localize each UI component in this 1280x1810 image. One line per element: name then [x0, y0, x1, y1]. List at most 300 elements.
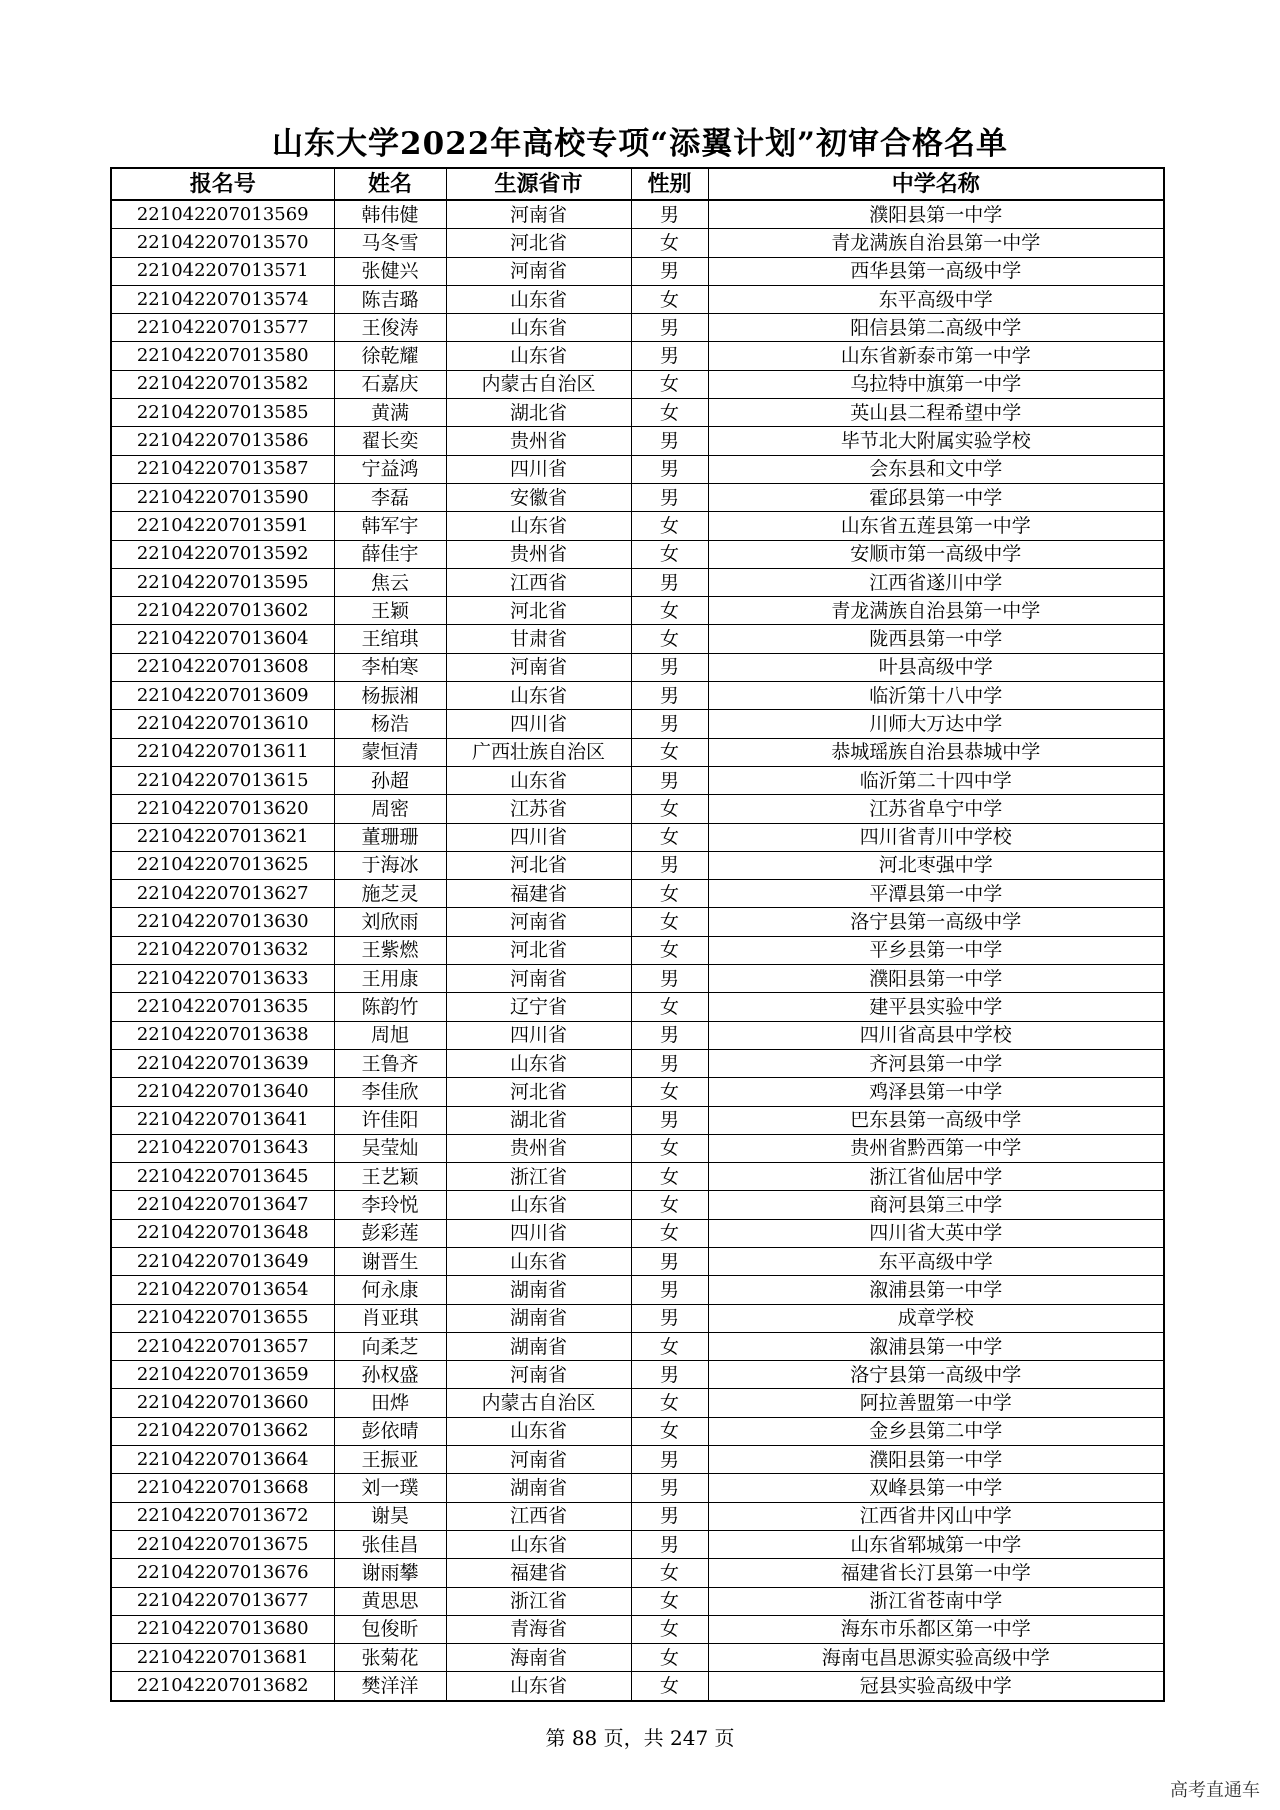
table-row: [111, 1163, 1164, 1191]
cell-gender: 女: [631, 795, 708, 823]
cell-gender: 男: [631, 342, 708, 370]
table-row: [111, 965, 1164, 993]
cell-school: 阳信县第二高级中学: [708, 314, 1164, 342]
cell-name: 谢昊: [334, 1502, 446, 1530]
table-row: [111, 795, 1164, 823]
cell-gender: 女: [631, 738, 708, 766]
cell-province: 河北省: [446, 936, 631, 964]
table-row: [111, 370, 1164, 398]
cell-name: 王用康: [334, 965, 446, 993]
cell-gender: 女: [631, 993, 708, 1021]
cell-province: 四川省: [446, 823, 631, 851]
watermark: 高考直通车: [1170, 1780, 1260, 1801]
cell-province: 四川省: [446, 710, 631, 738]
cell-school: 溆浦县第一中学: [708, 1276, 1164, 1304]
cell-reg-no: 221042207013592: [111, 540, 334, 568]
cell-gender: 男: [631, 1361, 708, 1389]
column-header-reg-no: 报名号: [111, 168, 334, 200]
cell-gender: 男: [631, 1474, 708, 1502]
cell-name: 谢晋生: [334, 1247, 446, 1275]
table-row: [111, 1332, 1164, 1360]
table-row: [111, 427, 1164, 455]
cell-school: 西华县第一高级中学: [708, 257, 1164, 285]
column-header-province: 生源省市: [446, 168, 631, 200]
table-header-row: [111, 168, 1164, 200]
cell-province: 河南省: [446, 965, 631, 993]
table-row: [111, 1587, 1164, 1615]
cell-province: 山东省: [446, 314, 631, 342]
cell-name: 王绾琪: [334, 625, 446, 653]
cell-province: 湖北省: [446, 399, 631, 427]
cell-province: 四川省: [446, 1021, 631, 1049]
cell-reg-no: 221042207013621: [111, 823, 334, 851]
cell-province: 山东省: [446, 766, 631, 794]
cell-gender: 女: [631, 1134, 708, 1162]
cell-gender: 男: [631, 1276, 708, 1304]
cell-name: 王鲁齐: [334, 1049, 446, 1077]
cell-gender: 男: [631, 710, 708, 738]
table-row: [111, 1219, 1164, 1247]
cell-province: 河北省: [446, 1078, 631, 1106]
table-row: [111, 851, 1164, 879]
cell-name: 周密: [334, 795, 446, 823]
table-row: [111, 1247, 1164, 1275]
cell-province: 江苏省: [446, 795, 631, 823]
cell-school: 临沂第十八中学: [708, 682, 1164, 710]
cell-reg-no: 221042207013630: [111, 908, 334, 936]
cell-province: 江西省: [446, 568, 631, 596]
cell-school: 青龙满族自治县第一中学: [708, 229, 1164, 257]
cell-school: 山东省新泰市第一中学: [708, 342, 1164, 370]
cell-school: 四川省高县中学校: [708, 1021, 1164, 1049]
cell-province: 安徽省: [446, 483, 631, 511]
cell-name: 李玲悦: [334, 1191, 446, 1219]
cell-reg-no: 221042207013677: [111, 1587, 334, 1615]
table-row: [111, 512, 1164, 540]
cell-gender: 女: [631, 597, 708, 625]
cell-reg-no: 221042207013660: [111, 1389, 334, 1417]
cell-province: 湖南省: [446, 1332, 631, 1360]
cell-province: 湖北省: [446, 1106, 631, 1134]
cell-province: 河南省: [446, 908, 631, 936]
cell-reg-no: 221042207013662: [111, 1417, 334, 1445]
cell-school: 山东省郓城第一中学: [708, 1530, 1164, 1558]
cell-reg-no: 221042207013585: [111, 399, 334, 427]
cell-reg-no: 221042207013610: [111, 710, 334, 738]
table-row: [111, 1049, 1164, 1077]
cell-gender: 女: [631, 1332, 708, 1360]
cell-name: 何永康: [334, 1276, 446, 1304]
cell-name: 王紫燃: [334, 936, 446, 964]
cell-province: 河南省: [446, 1446, 631, 1474]
cell-reg-no: 221042207013574: [111, 285, 334, 313]
cell-gender: 男: [631, 568, 708, 596]
table-row: [111, 229, 1164, 257]
cell-reg-no: 221042207013682: [111, 1672, 334, 1701]
cell-name: 周旭: [334, 1021, 446, 1049]
cell-reg-no: 221042207013639: [111, 1049, 334, 1077]
cell-reg-no: 221042207013657: [111, 1332, 334, 1360]
cell-gender: 男: [631, 682, 708, 710]
cell-school: 海南屯昌思源实验高级中学: [708, 1644, 1164, 1672]
cell-name: 韩军宇: [334, 512, 446, 540]
cell-reg-no: 221042207013590: [111, 483, 334, 511]
cell-reg-no: 221042207013647: [111, 1191, 334, 1219]
cell-name: 樊洋洋: [334, 1672, 446, 1701]
cell-reg-no: 221042207013625: [111, 851, 334, 879]
cell-name: 杨振湘: [334, 682, 446, 710]
cell-gender: 女: [631, 229, 708, 257]
cell-gender: 女: [631, 1219, 708, 1247]
cell-province: 山东省: [446, 1049, 631, 1077]
cell-province: 海南省: [446, 1644, 631, 1672]
cell-province: 湖南省: [446, 1474, 631, 1502]
cell-school: 金乡县第二中学: [708, 1417, 1164, 1445]
cell-school: 濮阳县第一中学: [708, 1446, 1164, 1474]
cell-school: 洛宁县第一高级中学: [708, 908, 1164, 936]
cell-school: 齐河县第一中学: [708, 1049, 1164, 1077]
cell-school: 东平高级中学: [708, 285, 1164, 313]
cell-school: 川师大万达中学: [708, 710, 1164, 738]
table-row: [111, 455, 1164, 483]
cell-school: 青龙满族自治县第一中学: [708, 597, 1164, 625]
cell-gender: 男: [631, 1247, 708, 1275]
cell-name: 向柔芝: [334, 1332, 446, 1360]
cell-reg-no: 221042207013586: [111, 427, 334, 455]
table-row: [111, 1474, 1164, 1502]
column-header-name: 姓名: [334, 168, 446, 200]
cell-gender: 女: [631, 285, 708, 313]
cell-province: 辽宁省: [446, 993, 631, 1021]
table-row: [111, 766, 1164, 794]
cell-name: 董珊珊: [334, 823, 446, 851]
cell-school: 成章学校: [708, 1304, 1164, 1332]
cell-name: 王俊涛: [334, 314, 446, 342]
table-row: [111, 285, 1164, 313]
cell-reg-no: 221042207013595: [111, 568, 334, 596]
table-row: [111, 993, 1164, 1021]
table-row: [111, 314, 1164, 342]
cell-name: 肖亚琪: [334, 1304, 446, 1332]
cell-province: 山东省: [446, 285, 631, 313]
cell-school: 恭城瑶族自治县恭城中学: [708, 738, 1164, 766]
table-row: [111, 1078, 1164, 1106]
page-title: 山东大学2022年高校专项“添翼计划”初审合格名单: [272, 126, 1008, 162]
table-row: [111, 1021, 1164, 1049]
table-row: [111, 1644, 1164, 1672]
cell-reg-no: 221042207013680: [111, 1615, 334, 1643]
cell-school: 濮阳县第一中学: [708, 965, 1164, 993]
cell-name: 石嘉庆: [334, 370, 446, 398]
cell-name: 包俊昕: [334, 1615, 446, 1643]
cell-school: 商河县第三中学: [708, 1191, 1164, 1219]
cell-gender: 男: [631, 1106, 708, 1134]
table-row: [111, 1530, 1164, 1558]
cell-school: 平潭县第一中学: [708, 880, 1164, 908]
cell-reg-no: 221042207013571: [111, 257, 334, 285]
table-row: [111, 399, 1164, 427]
cell-province: 内蒙古自治区: [446, 1389, 631, 1417]
cell-gender: 男: [631, 851, 708, 879]
cell-school: 浙江省苍南中学: [708, 1587, 1164, 1615]
cell-reg-no: 221042207013643: [111, 1134, 334, 1162]
cell-school: 江西省遂川中学: [708, 568, 1164, 596]
cell-school: 临沂第二十四中学: [708, 766, 1164, 794]
cell-gender: 男: [631, 257, 708, 285]
cell-school: 平乡县第一中学: [708, 936, 1164, 964]
cell-province: 山东省: [446, 1672, 631, 1701]
cell-name: 杨浩: [334, 710, 446, 738]
cell-province: 福建省: [446, 1559, 631, 1587]
cell-school: 东平高级中学: [708, 1247, 1164, 1275]
cell-school: 福建省长汀县第一中学: [708, 1559, 1164, 1587]
cell-name: 刘一璞: [334, 1474, 446, 1502]
cell-gender: 女: [631, 880, 708, 908]
cell-gender: 男: [631, 965, 708, 993]
cell-school: 四川省大英中学: [708, 1219, 1164, 1247]
cell-province: 山东省: [446, 1191, 631, 1219]
cell-gender: 男: [631, 314, 708, 342]
cell-name: 焦云: [334, 568, 446, 596]
cell-school: 毕节北大附属实验学校: [708, 427, 1164, 455]
cell-name: 王艺颖: [334, 1163, 446, 1191]
roster-body: [111, 200, 1164, 1701]
cell-gender: 男: [631, 455, 708, 483]
cell-school: 鸡泽县第一中学: [708, 1078, 1164, 1106]
cell-reg-no: 221042207013577: [111, 314, 334, 342]
cell-gender: 女: [631, 1587, 708, 1615]
cell-school: 陇西县第一中学: [708, 625, 1164, 653]
table-row: [111, 880, 1164, 908]
cell-reg-no: 221042207013640: [111, 1078, 334, 1106]
cell-school: 贵州省黔西第一中学: [708, 1134, 1164, 1162]
table-row: [111, 342, 1164, 370]
cell-province: 河北省: [446, 851, 631, 879]
table-row: [111, 653, 1164, 681]
cell-gender: 女: [631, 908, 708, 936]
cell-province: 河南省: [446, 257, 631, 285]
cell-province: 湖南省: [446, 1304, 631, 1332]
cell-school: 叶县高级中学: [708, 653, 1164, 681]
cell-reg-no: 221042207013632: [111, 936, 334, 964]
cell-reg-no: 221042207013664: [111, 1446, 334, 1474]
table-row: [111, 1559, 1164, 1587]
cell-name: 李佳欣: [334, 1078, 446, 1106]
table-row: [111, 1191, 1164, 1219]
cell-reg-no: 221042207013645: [111, 1163, 334, 1191]
cell-school: 英山县二程希望中学: [708, 399, 1164, 427]
cell-gender: 女: [631, 1389, 708, 1417]
cell-reg-no: 221042207013676: [111, 1559, 334, 1587]
cell-province: 浙江省: [446, 1587, 631, 1615]
cell-school: 四川省青川中学校: [708, 823, 1164, 851]
cell-province: 河北省: [446, 229, 631, 257]
cell-province: 山东省: [446, 1247, 631, 1275]
cell-gender: 女: [631, 1644, 708, 1672]
cell-gender: 女: [631, 1672, 708, 1701]
cell-reg-no: 221042207013615: [111, 766, 334, 794]
cell-gender: 男: [631, 1446, 708, 1474]
cell-reg-no: 221042207013608: [111, 653, 334, 681]
cell-gender: 女: [631, 1078, 708, 1106]
table-row: [111, 540, 1164, 568]
cell-reg-no: 221042207013635: [111, 993, 334, 1021]
cell-province: 河南省: [446, 200, 631, 229]
cell-name: 刘欣雨: [334, 908, 446, 936]
cell-province: 广西壮族自治区: [446, 738, 631, 766]
cell-reg-no: 221042207013655: [111, 1304, 334, 1332]
cell-province: 河北省: [446, 597, 631, 625]
cell-name: 蒙恒清: [334, 738, 446, 766]
cell-province: 贵州省: [446, 427, 631, 455]
cell-name: 李柏寒: [334, 653, 446, 681]
table-row: [111, 1106, 1164, 1134]
cell-name: 韩伟健: [334, 200, 446, 229]
cell-name: 陈韵竹: [334, 993, 446, 1021]
cell-name: 宁益鸿: [334, 455, 446, 483]
cell-province: 贵州省: [446, 540, 631, 568]
cell-gender: 男: [631, 1049, 708, 1077]
cell-gender: 女: [631, 370, 708, 398]
cell-school: 安顺市第一高级中学: [708, 540, 1164, 568]
table-row: [111, 568, 1164, 596]
cell-name: 吴莹灿: [334, 1134, 446, 1162]
cell-name: 许佳阳: [334, 1106, 446, 1134]
cell-name: 于海冰: [334, 851, 446, 879]
cell-name: 彭彩莲: [334, 1219, 446, 1247]
cell-reg-no: 221042207013580: [111, 342, 334, 370]
cell-school: 阿拉善盟第一中学: [708, 1389, 1164, 1417]
cell-reg-no: 221042207013672: [111, 1502, 334, 1530]
cell-province: 山东省: [446, 1530, 631, 1558]
cell-province: 河南省: [446, 1361, 631, 1389]
cell-province: 青海省: [446, 1615, 631, 1643]
cell-name: 王颖: [334, 597, 446, 625]
cell-reg-no: 221042207013591: [111, 512, 334, 540]
cell-reg-no: 221042207013675: [111, 1530, 334, 1558]
cell-gender: 女: [631, 1559, 708, 1587]
cell-school: 溆浦县第一中学: [708, 1332, 1164, 1360]
cell-gender: 女: [631, 540, 708, 568]
table-row: [111, 257, 1164, 285]
cell-reg-no: 221042207013604: [111, 625, 334, 653]
table-row: [111, 1304, 1164, 1332]
cell-province: 山东省: [446, 342, 631, 370]
cell-school: 山东省五莲县第一中学: [708, 512, 1164, 540]
cell-name: 谢雨攀: [334, 1559, 446, 1587]
cell-gender: 女: [631, 1191, 708, 1219]
cell-gender: 女: [631, 936, 708, 964]
cell-province: 河南省: [446, 653, 631, 681]
cell-name: 翟长奕: [334, 427, 446, 455]
table-row: [111, 1361, 1164, 1389]
cell-reg-no: 221042207013681: [111, 1644, 334, 1672]
cell-school: 霍邱县第一中学: [708, 483, 1164, 511]
cell-school: 河北枣强中学: [708, 851, 1164, 879]
table-row: [111, 1417, 1164, 1445]
cell-province: 四川省: [446, 1219, 631, 1247]
cell-reg-no: 221042207013620: [111, 795, 334, 823]
cell-school: 江苏省阜宁中学: [708, 795, 1164, 823]
cell-school: 海东市乐都区第一中学: [708, 1615, 1164, 1643]
table-row: [111, 1615, 1164, 1643]
table-row: [111, 597, 1164, 625]
cell-reg-no: 221042207013638: [111, 1021, 334, 1049]
cell-province: 湖南省: [446, 1276, 631, 1304]
table-row: [111, 1502, 1164, 1530]
column-header-gender: 性别: [631, 168, 708, 200]
table-row: [111, 908, 1164, 936]
cell-school: 江西省井冈山中学: [708, 1502, 1164, 1530]
cell-name: 马冬雪: [334, 229, 446, 257]
cell-gender: 男: [631, 766, 708, 794]
cell-school: 建平县实验中学: [708, 993, 1164, 1021]
cell-name: 李磊: [334, 483, 446, 511]
cell-gender: 女: [631, 1163, 708, 1191]
cell-reg-no: 221042207013659: [111, 1361, 334, 1389]
table-row: [111, 1276, 1164, 1304]
cell-province: 山东省: [446, 682, 631, 710]
cell-name: 张健兴: [334, 257, 446, 285]
cell-name: 孙超: [334, 766, 446, 794]
cell-reg-no: 221042207013569: [111, 200, 334, 229]
cell-reg-no: 221042207013582: [111, 370, 334, 398]
cell-name: 王振亚: [334, 1446, 446, 1474]
table-row: [111, 682, 1164, 710]
cell-gender: 男: [631, 1304, 708, 1332]
cell-province: 福建省: [446, 880, 631, 908]
cell-reg-no: 221042207013654: [111, 1276, 334, 1304]
cell-gender: 女: [631, 1417, 708, 1445]
cell-province: 贵州省: [446, 1134, 631, 1162]
cell-school: 浙江省仙居中学: [708, 1163, 1164, 1191]
table-row: [111, 625, 1164, 653]
cell-name: 田烨: [334, 1389, 446, 1417]
cell-name: 张菊花: [334, 1644, 446, 1672]
table-row: [111, 738, 1164, 766]
cell-name: 陈吉璐: [334, 285, 446, 313]
table-row: [111, 710, 1164, 738]
cell-name: 彭依晴: [334, 1417, 446, 1445]
table-row: [111, 936, 1164, 964]
cell-school: 濮阳县第一中学: [708, 200, 1164, 229]
cell-gender: 男: [631, 1502, 708, 1530]
cell-name: 施芝灵: [334, 880, 446, 908]
cell-gender: 女: [631, 625, 708, 653]
cell-reg-no: 221042207013633: [111, 965, 334, 993]
table-row: [111, 1672, 1164, 1701]
cell-school: 会东县和文中学: [708, 455, 1164, 483]
cell-province: 山东省: [446, 1417, 631, 1445]
cell-reg-no: 221042207013611: [111, 738, 334, 766]
cell-reg-no: 221042207013570: [111, 229, 334, 257]
cell-province: 山东省: [446, 512, 631, 540]
cell-province: 甘肃省: [446, 625, 631, 653]
cell-reg-no: 221042207013609: [111, 682, 334, 710]
cell-gender: 男: [631, 200, 708, 229]
cell-school: 双峰县第一中学: [708, 1474, 1164, 1502]
cell-gender: 男: [631, 653, 708, 681]
cell-reg-no: 221042207013627: [111, 880, 334, 908]
cell-reg-no: 221042207013587: [111, 455, 334, 483]
page-footer: 第 88 页，共 247 页: [545, 1726, 735, 1750]
cell-gender: 女: [631, 823, 708, 851]
cell-reg-no: 221042207013602: [111, 597, 334, 625]
cell-gender: 男: [631, 427, 708, 455]
cell-gender: 男: [631, 1530, 708, 1558]
table-row: [111, 1446, 1164, 1474]
cell-gender: 男: [631, 1021, 708, 1049]
